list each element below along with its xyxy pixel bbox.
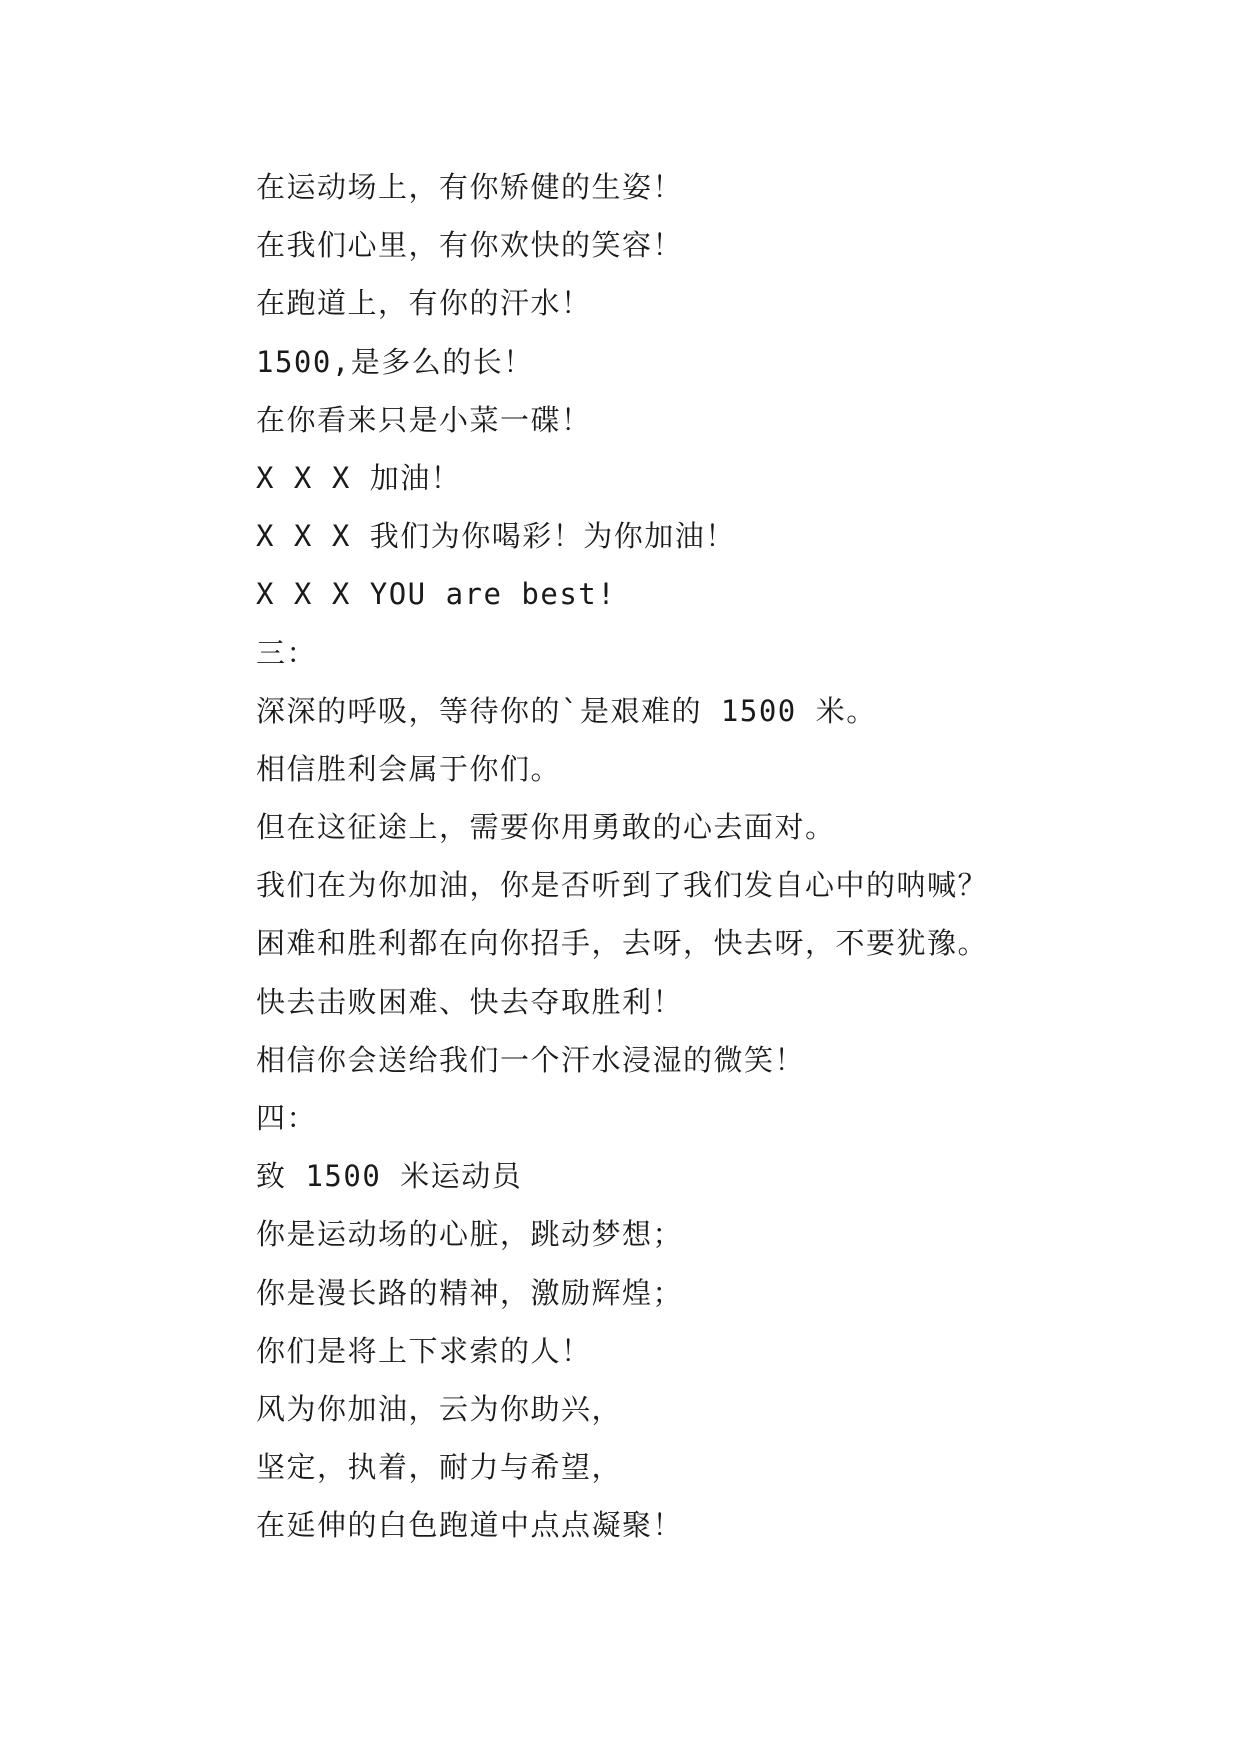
text-line: 你是运动场的心脏，跳动梦想； [256,1217,684,1252]
text-line: 在跑道上，有你的汗水！ [256,286,592,321]
text-line: 快去击败困难、快去夺取胜利！ [256,984,684,1019]
text-line: 你们是将上下求索的人！ [256,1333,592,1368]
poem-text [256,158,1156,1555]
text-line: 深深的呼吸，等待你的`是艰难的 1500 米。 [256,693,877,728]
text-line: 相信胜利会属于你们。 [256,751,562,786]
text-line: 坚定，执着，耐力与希望， [256,1450,623,1485]
text-line: 困难和胜利都在向你招手，去呀，快去呀，不要犹豫。 [256,926,989,961]
section-heading: 三： [256,635,318,670]
text-line: 相信你会送给我们一个汗水浸湿的微笑！ [256,1042,806,1077]
text-line: 在我们心里，有你欢快的笑容！ [256,228,684,263]
text-line: X X X YOU are best! [256,577,617,612]
text-line: 但在这征途上，需要你用勇敢的心去面对。 [256,810,836,845]
text-line: 在运动场上，有你矫健的生姿！ [256,170,684,204]
text-line: 我们在为你加油，你是否听到了我们发自心中的呐喊？ [256,868,989,903]
section-heading: 四： [256,1101,318,1135]
text-line: 1500,是多么的长！ [256,344,534,379]
text-line: X X X 加油！ [256,460,462,495]
text-line: 在你看来只是小菜一碟！ [256,402,592,437]
text-line: 在延伸的白色跑道中点点凝聚！ [256,1508,684,1543]
text-line: 你是漫长路的精神，激励辉煌； [256,1275,684,1310]
text-line: 致 1500 米运动员 [256,1159,523,1194]
text-line: 风为你加油，云为你助兴， [256,1391,623,1426]
text-line: X X X 我们为你喝彩！为你加油！ [256,519,736,554]
